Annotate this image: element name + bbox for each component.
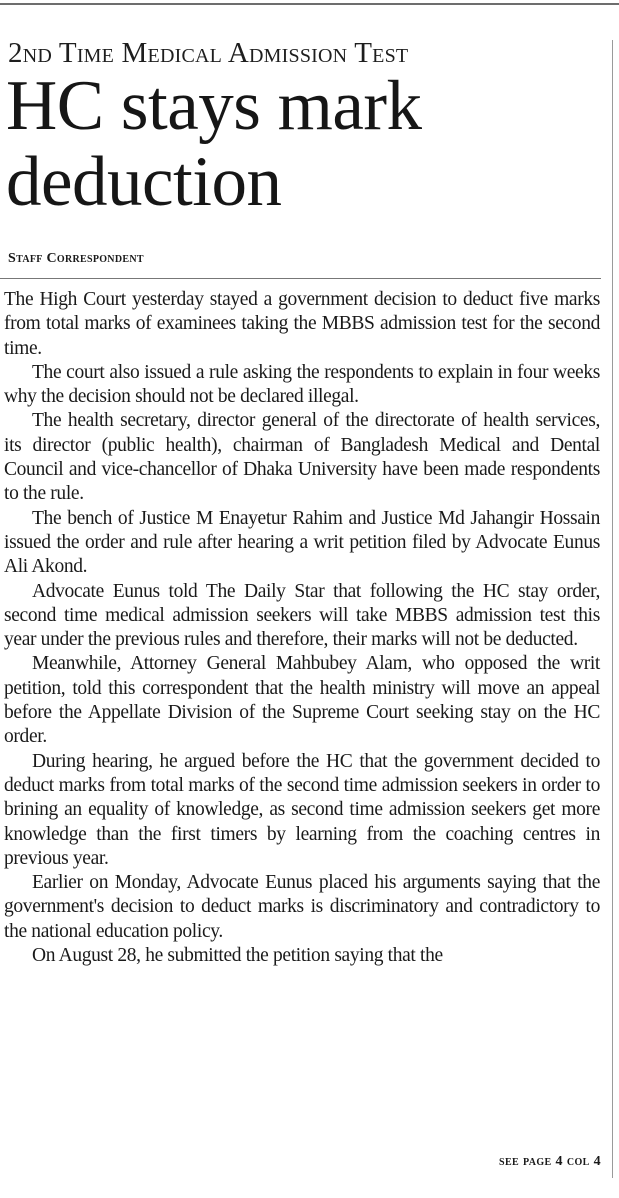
paragraph: Earlier on Monday, Advocate Eunus placed his arguments saying that the government's decision to deduct marks is discriminatory and contradictory to the national education policy.: [4, 872, 600, 942]
kicker: 2nd Time Medical Admission Test: [8, 37, 409, 69]
column-rule: [612, 40, 613, 1178]
paragraph: The High Court yesterday stayed a government decision to deduct five marks from total marks of examinees taking the MBBS admission test for the second time.: [4, 289, 600, 359]
paragraph: The bench of Justice M Enayetur Rahim and Justice Md Jahangir Hossain issued the order and rule after hearing a writ petition filed by Advocate Eunus Ali Akond.: [4, 507, 600, 578]
byline-rule: [0, 278, 601, 279]
paragraph: The health secretary, director general of the directorate of health services, its director (public health), chairman of Bangladesh Medical and Dental Council and vice-chancellor of Dhaka University have been made respondents to the rule.: [4, 410, 600, 505]
paragraph: On August 28, he submitted the petition saying that the: [32, 945, 443, 967]
byline: Staff Correspondent: [8, 251, 144, 266]
paragraph: Advocate Eunus told The Daily Star that following the HC stay order, second time medical admission seekers will take MBBS admission test this year under the previous rules and therefore, their marks will not be deducted.: [4, 580, 600, 651]
top-rule: [0, 3, 619, 5]
article-body: [4, 288, 600, 968]
paragraph: The court also issued a rule asking the respondents to explain in four weeks why the decision should not be declared illegal.: [4, 361, 600, 408]
paragraph: Meanwhile, Attorney General Mahbubey Alam, who opposed the writ petition, told this correspondent that the health ministry will move an appeal before the Appellate Division of the Supreme Court seeking stay on the HC order.: [4, 653, 600, 748]
continued-jump-line: see page 4 col 4: [498, 1154, 601, 1169]
paragraph: During hearing, he argued before the HC that the government decided to deduct marks from total marks of the second time admission seekers in order to brining an equality of knowledge, as second time admission seekers get more knowledge than the first timers by learning from the coaching centres in previous year.: [4, 750, 600, 869]
headline: HC stays mark deduction: [6, 67, 422, 221]
